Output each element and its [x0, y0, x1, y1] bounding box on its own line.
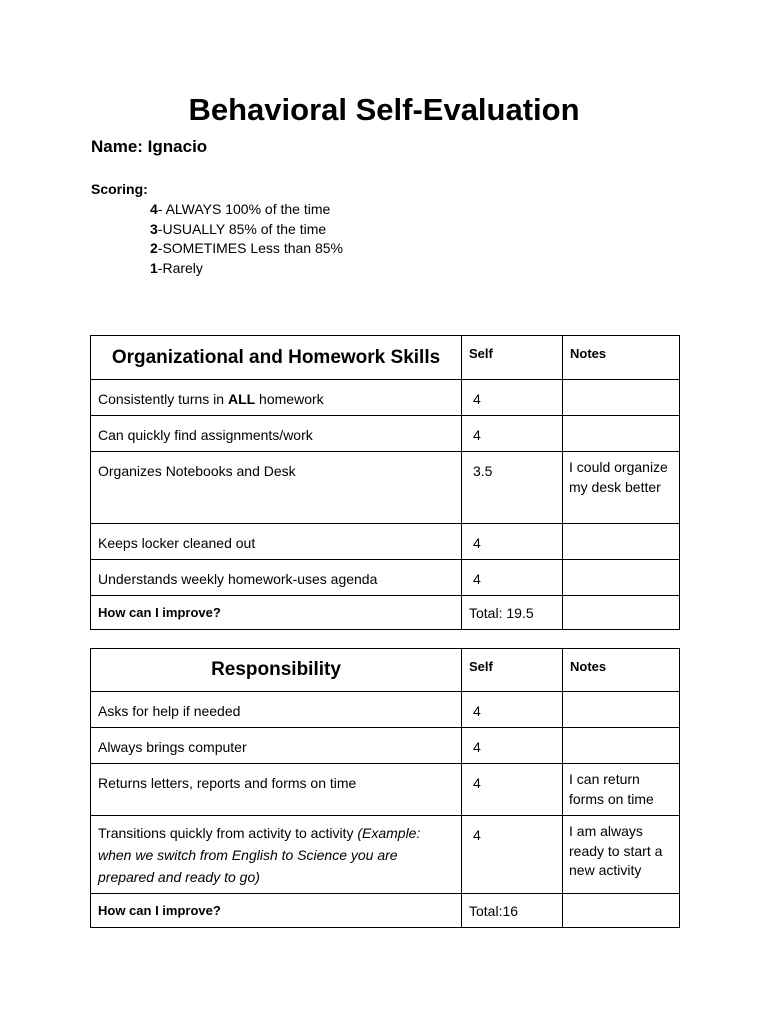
notes-cell[interactable]: I can return forms on time [563, 764, 680, 816]
notes-cell[interactable] [563, 692, 680, 728]
table-row [91, 560, 680, 596]
skill-cell: Asks for help if needed [91, 692, 462, 728]
notes-cell[interactable]: I am always ready to start a new activity [563, 816, 680, 894]
self-score-cell[interactable]: 4 [462, 380, 563, 416]
section-heading: Responsibility [91, 649, 462, 692]
notes-cell[interactable]: I could organize my desk better [563, 452, 680, 524]
self-score-cell[interactable]: 4 [462, 764, 563, 816]
scoring-item: 1-Rarely [150, 259, 203, 276]
self-score-cell[interactable]: 4 [462, 524, 563, 560]
page-title: Behavioral Self-Evaluation [188, 92, 580, 127]
self-score-cell[interactable]: 4 [462, 416, 563, 452]
scoring-item: 3-USUALLY 85% of the time [150, 220, 327, 237]
self-score-cell[interactable]: 3.5 [462, 452, 563, 524]
organizational-skills-table [90, 335, 680, 630]
table-row [91, 816, 680, 894]
notes-cell[interactable] [563, 380, 680, 416]
notes-column-header: Notes [563, 336, 680, 380]
self-score-cell[interactable]: 4 [462, 728, 563, 764]
table-row [91, 692, 680, 728]
table-row [91, 380, 680, 416]
skill-cell: Returns letters, reports and forms on time [91, 764, 462, 816]
skill-cell: Always brings computer [91, 728, 462, 764]
improve-row [91, 596, 680, 630]
table-row [91, 728, 680, 764]
table-row [91, 452, 680, 524]
scoring-item: 4- ALWAYS 100% of the time [150, 201, 331, 217]
notes-cell[interactable] [563, 894, 680, 928]
self-score-cell[interactable]: 4 [462, 560, 563, 596]
self-column-header: Self [462, 649, 563, 692]
section-heading: Organizational and Homework Skills [91, 336, 462, 380]
improve-label: How can I improve? [91, 596, 462, 630]
table-row [91, 416, 680, 452]
notes-cell[interactable] [563, 728, 680, 764]
skill-cell: Keeps locker cleaned out [91, 524, 462, 560]
table-row [91, 764, 680, 816]
scoring-legend [150, 200, 343, 278]
total-cell: Total: 19.5 [462, 596, 563, 630]
self-score-cell[interactable]: 4 [462, 692, 563, 728]
scoring-item: 2-SOMETIMES Less than 85% [150, 240, 343, 256]
skill-cell: Consistently turns in ALL homework [91, 380, 462, 416]
skill-cell: Transitions quickly from activity to activity (Example: when we switch from English to Science you are prepared and ready to go) [91, 816, 462, 894]
notes-cell[interactable] [563, 560, 680, 596]
table-header-row [91, 649, 680, 692]
skill-cell: Can quickly find assignments/work [91, 416, 462, 452]
student-name: Name: Ignacio [91, 137, 208, 156]
table-header-row [91, 336, 680, 380]
scoring-heading: Scoring: [91, 181, 148, 197]
responsibility-table [90, 648, 680, 928]
notes-cell[interactable] [563, 416, 680, 452]
improve-row [91, 894, 680, 928]
notes-column-header: Notes [563, 649, 680, 692]
table-row [91, 524, 680, 560]
skill-cell: Understands weekly homework-uses agenda [91, 560, 462, 596]
improve-label: How can I improve? [91, 894, 462, 928]
total-cell: Total:16 [462, 894, 563, 928]
self-column-header: Self [462, 336, 563, 380]
skill-cell: Organizes Notebooks and Desk [91, 452, 462, 524]
notes-cell[interactable] [563, 596, 680, 630]
self-score-cell[interactable]: 4 [462, 816, 563, 894]
notes-cell[interactable] [563, 524, 680, 560]
